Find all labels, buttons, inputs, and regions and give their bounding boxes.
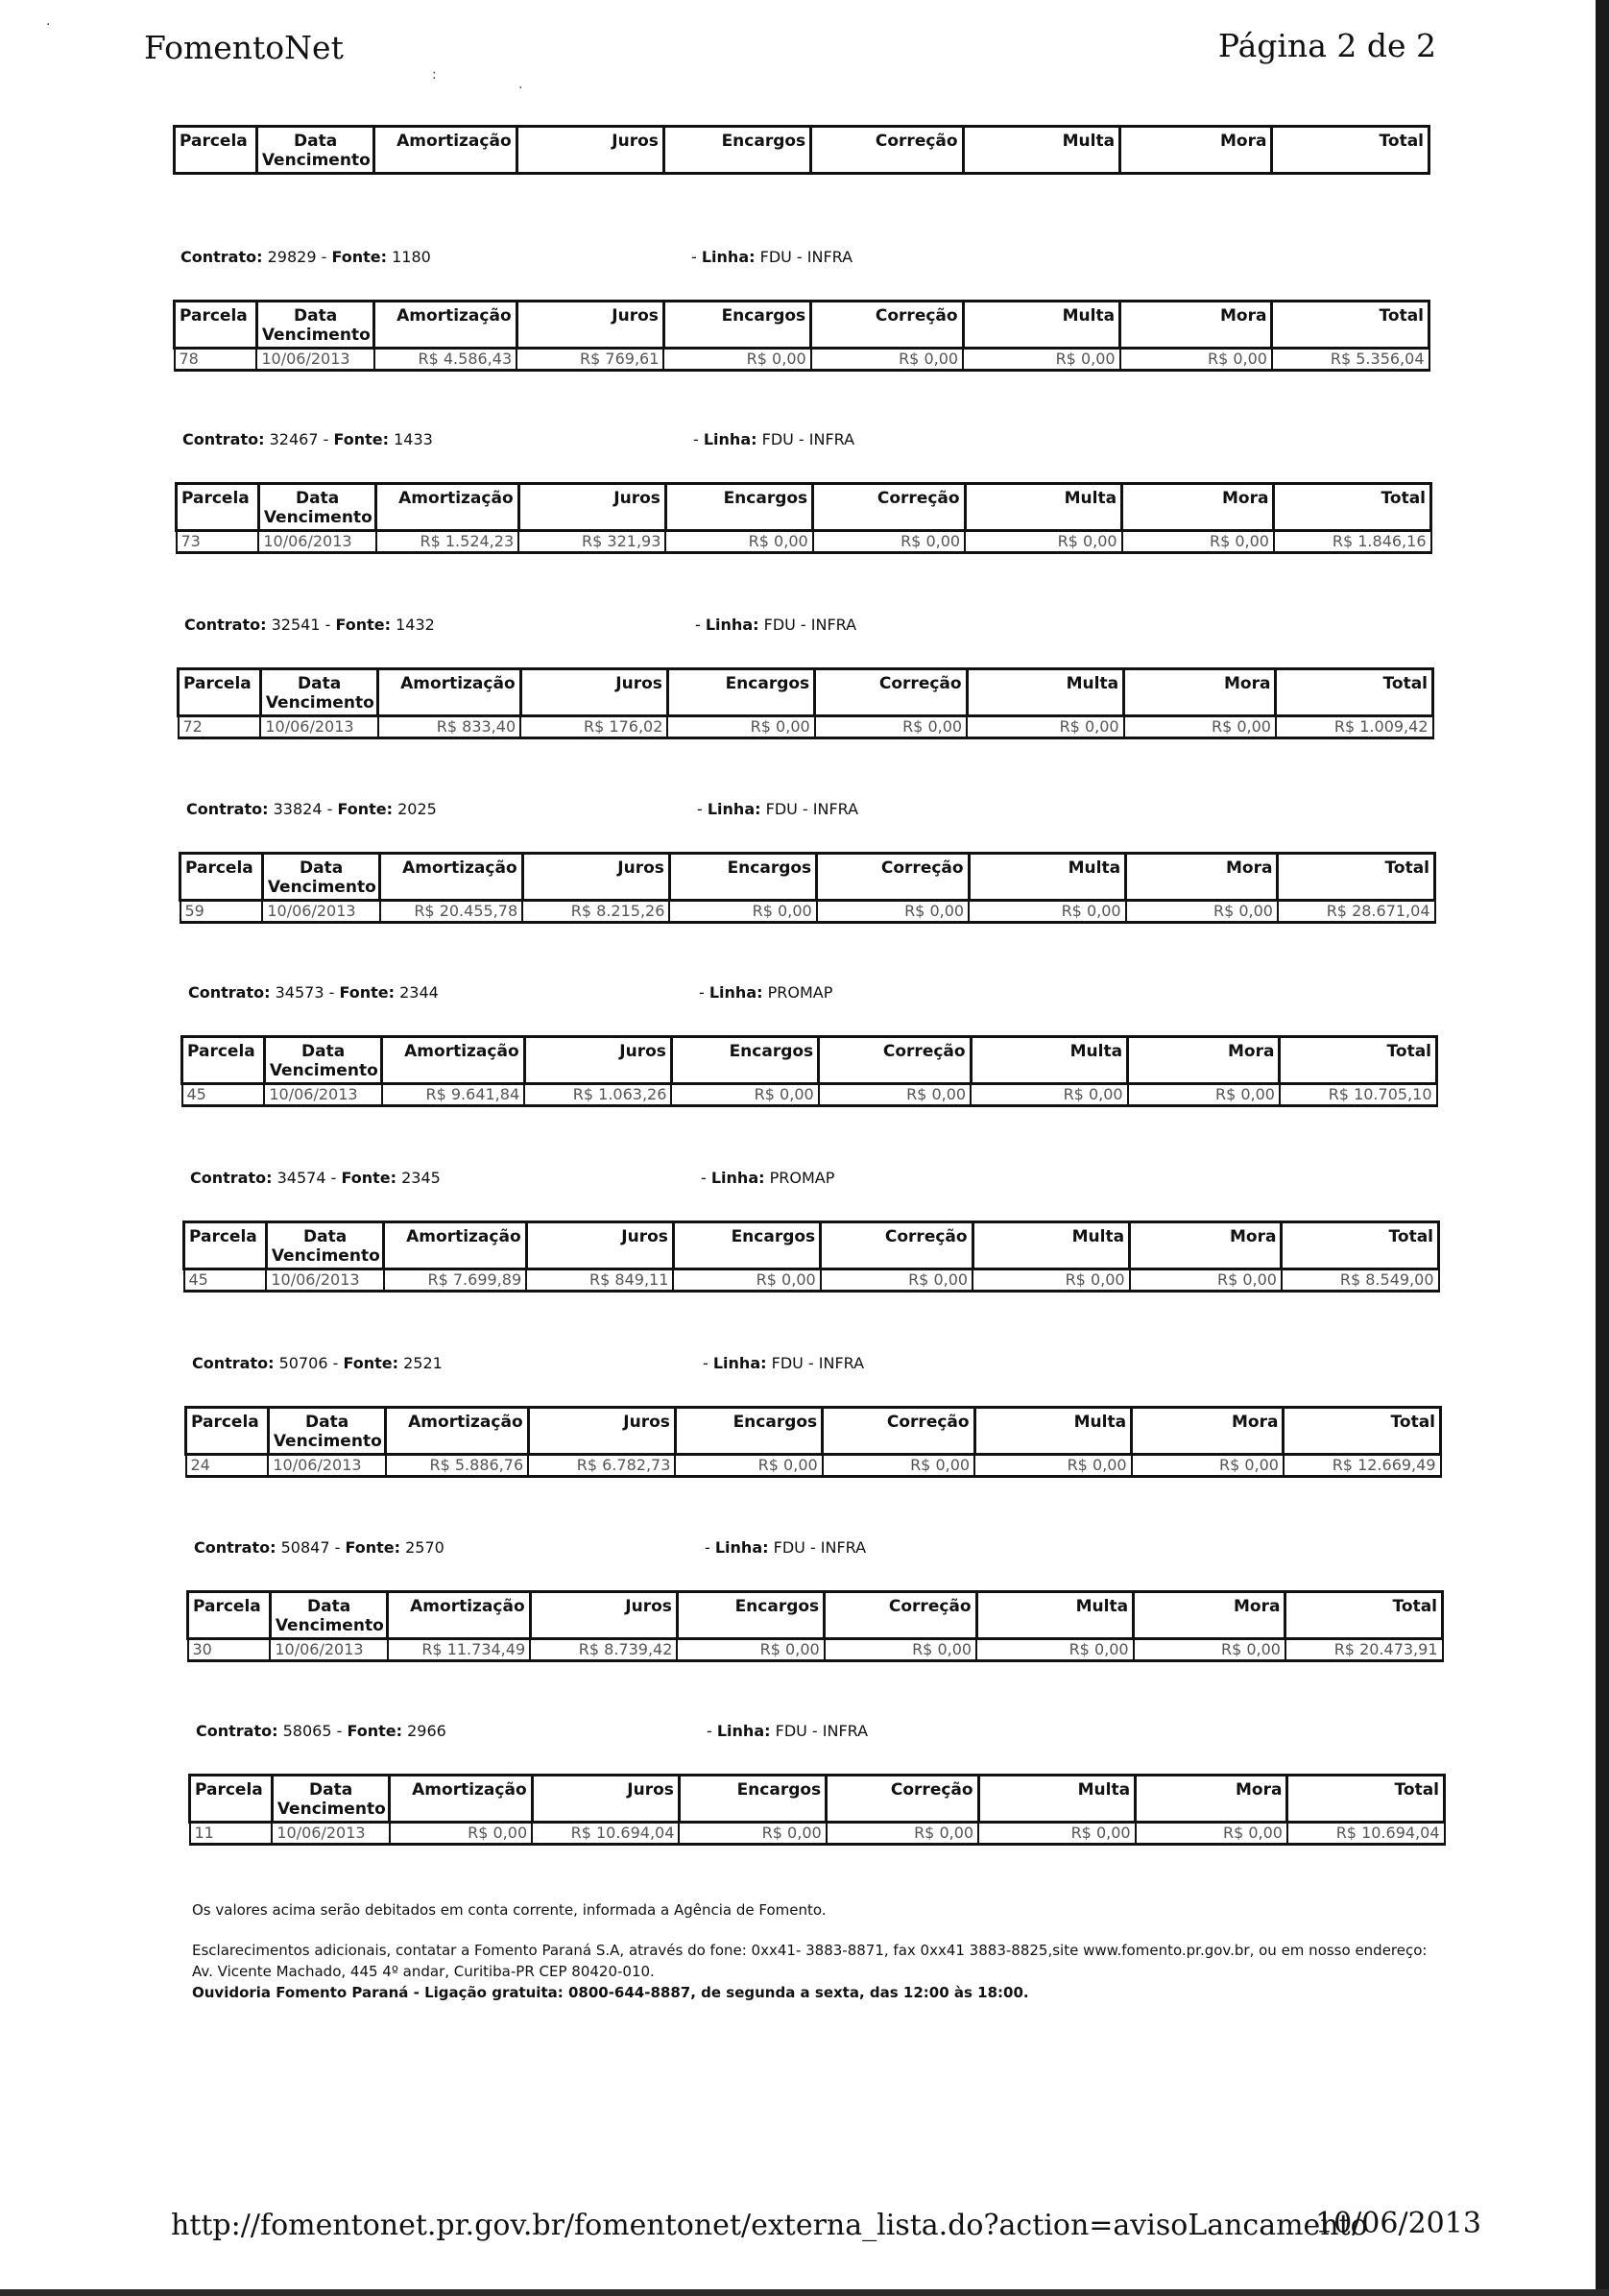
col-parcela: Parcela (188, 1592, 271, 1639)
cell-parcela: 11 (190, 1823, 273, 1845)
contract-section (177, 616, 1453, 739)
cell-juros: R$ 8.739,42 (530, 1639, 677, 1661)
cell-encargos: R$ 0,00 (679, 1823, 826, 1845)
col-data-vencimento: Data Vencimento (262, 854, 380, 901)
col-mora: Mora (1128, 1037, 1280, 1084)
col-juros: Juros (516, 127, 663, 174)
installment-table (177, 667, 1434, 739)
fonte-number: 2966 (407, 1722, 446, 1740)
cell-multa: R$ 0,00 (963, 349, 1120, 371)
cell-total: R$ 20.473,91 (1285, 1639, 1443, 1661)
cell-data-vencimento: 10/06/2013 (260, 716, 378, 738)
contract-info: Contrato: 34573 - Fonte: 2344 (188, 983, 439, 1002)
linha-info: - Linha: FDU - INFRA (707, 1722, 869, 1740)
fonte-number: 1180 (392, 248, 431, 266)
col-multa: Multa (973, 1222, 1130, 1269)
cell-total: R$ 12.669,49 (1284, 1455, 1441, 1477)
col-amortizacao: Amortização (388, 1592, 530, 1639)
table-row (177, 531, 1431, 553)
col-mora: Mora (1124, 669, 1276, 716)
cell-parcela: 72 (179, 716, 261, 738)
col-amortizacao: Amortização (380, 854, 522, 901)
contract-number: 50847 (280, 1538, 330, 1557)
cell-data-vencimento: 10/06/2013 (266, 1269, 384, 1292)
cell-amortizacao: R$ 5.886,76 (386, 1455, 528, 1477)
linha-info: - Linha: FDU - INFRA (703, 1354, 865, 1372)
col-amortizacao: Amortização (378, 669, 520, 716)
cell-parcela: 24 (186, 1455, 269, 1477)
col-mora: Mora (1136, 1776, 1287, 1823)
col-correcao: Correção (823, 1408, 974, 1455)
col-juros: Juros (520, 669, 667, 716)
cell-encargos: R$ 0,00 (667, 716, 814, 738)
col-multa: Multa (971, 1037, 1128, 1084)
col-amortizacao: Amortização (384, 1222, 526, 1269)
col-total: Total (1272, 302, 1429, 349)
cell-correcao: R$ 0,00 (813, 531, 965, 553)
contract-line (179, 800, 1455, 827)
installment-table (180, 1035, 1438, 1107)
cell-encargos: R$ 0,00 (677, 1639, 824, 1661)
cell-correcao: R$ 0,00 (821, 1269, 973, 1292)
linha-value: FDU - INFRA (759, 248, 853, 266)
col-parcela: Parcela (175, 127, 257, 174)
cell-mora: R$ 0,00 (1120, 349, 1272, 371)
cell-juros: R$ 8.215,26 (522, 901, 669, 923)
linha-value: FDU - INFRA (763, 616, 857, 634)
col-juros: Juros (516, 302, 663, 349)
col-correcao: Correção (811, 127, 963, 174)
cell-encargos: R$ 0,00 (675, 1455, 822, 1477)
scan-bottom-edge (0, 2289, 1609, 2296)
contract-info: Contrato: 32467 - Fonte: 1433 (182, 430, 433, 448)
col-encargos: Encargos (675, 1408, 822, 1455)
col-amortizacao: Amortização (382, 1037, 524, 1084)
col-data-vencimento: Data Vencimento (256, 302, 374, 349)
col-correcao: Correção (827, 1776, 978, 1823)
col-total: Total (1280, 1037, 1437, 1084)
cell-amortizacao: R$ 7.699,89 (384, 1269, 526, 1292)
contract-line (177, 616, 1453, 642)
col-juros: Juros (524, 1037, 671, 1084)
col-parcela: Parcela (184, 1222, 267, 1269)
col-amortizacao: Amortização (386, 1408, 528, 1455)
contract-info: Contrato: 32541 - Fonte: 1432 (184, 616, 435, 634)
contract-section (180, 983, 1457, 1107)
cell-data-vencimento: 10/06/2013 (258, 531, 376, 553)
cell-multa: R$ 0,00 (965, 531, 1122, 553)
contract-line (188, 1722, 1465, 1749)
top-header-table (173, 125, 1450, 175)
col-juros: Juros (528, 1408, 675, 1455)
col-mora: Mora (1134, 1592, 1285, 1639)
contract-info: Contrato: 50847 - Fonte: 2570 (194, 1538, 444, 1557)
col-amortizacao: Amortização (374, 302, 516, 349)
cell-multa: R$ 0,00 (974, 1455, 1132, 1477)
cell-amortizacao: R$ 833,40 (378, 716, 520, 738)
contract-number: 33824 (273, 800, 323, 818)
installment-table (173, 300, 1430, 372)
col-encargos: Encargos (677, 1592, 824, 1639)
fonte-number: 2345 (401, 1169, 441, 1187)
col-total: Total (1274, 484, 1431, 531)
cell-juros: R$ 321,93 (518, 531, 665, 553)
cell-multa: R$ 0,00 (969, 901, 1126, 923)
linha-info: - Linha: FDU - INFRA (693, 430, 855, 448)
cell-total: R$ 1.846,16 (1274, 531, 1431, 553)
contract-line (184, 1354, 1461, 1381)
cell-juros: R$ 849,11 (526, 1269, 673, 1292)
col-amortizacao: Amortização (390, 1776, 532, 1823)
cell-total: R$ 8.549,00 (1282, 1269, 1439, 1292)
cell-mora: R$ 0,00 (1126, 901, 1278, 923)
contract-section (179, 800, 1455, 924)
linha-info: - Linha: FDU - INFRA (691, 248, 853, 266)
footer-notes (192, 1899, 1440, 2022)
linha-value: FDU - INFRA (761, 430, 855, 448)
col-encargos: Encargos (679, 1776, 826, 1823)
cell-mora: R$ 0,00 (1136, 1823, 1287, 1845)
col-multa: Multa (963, 127, 1120, 174)
col-multa: Multa (967, 669, 1124, 716)
cell-amortizacao: R$ 0,00 (390, 1823, 532, 1845)
col-amortizacao: Amortização (376, 484, 518, 531)
installment-table (179, 852, 1436, 924)
col-juros: Juros (530, 1592, 677, 1639)
linha-value: PROMAP (769, 1169, 835, 1187)
cell-encargos: R$ 0,00 (665, 531, 812, 553)
cell-correcao: R$ 0,00 (823, 1455, 974, 1477)
col-parcela: Parcela (186, 1408, 269, 1455)
cell-total: R$ 10.705,10 (1280, 1084, 1437, 1106)
cell-parcela: 78 (175, 349, 257, 371)
scan-speck: : (432, 67, 437, 83)
linha-value: FDU - INFRA (775, 1722, 869, 1740)
footer-ouvidoria: Ouvidoria Fomento Paraná - Ligação gratuita: 0800-644-8887, de segunda a sexta, das 12:00 às 18:00. (192, 1984, 1029, 2001)
scan-speck: · (46, 17, 51, 33)
col-correcao: Correção (815, 669, 967, 716)
cell-parcela: 73 (177, 531, 259, 553)
cell-parcela: 45 (184, 1269, 267, 1292)
col-total: Total (1287, 1776, 1445, 1823)
linha-info: - Linha: PROMAP (701, 1169, 835, 1187)
cell-data-vencimento: 10/06/2013 (264, 1084, 382, 1106)
col-correcao: Correção (825, 1592, 976, 1639)
cell-encargos: R$ 0,00 (663, 349, 810, 371)
print-url: http://fomentonet.pr.gov.br/fomentonet/externa_lista.do?action=avisoLancamento (171, 2209, 1368, 2242)
cell-total: R$ 5.356,04 (1272, 349, 1429, 371)
col-juros: Juros (532, 1776, 679, 1823)
col-total: Total (1278, 854, 1435, 901)
print-date: 10/06/2013 (1315, 2207, 1481, 2240)
cell-multa: R$ 0,00 (971, 1084, 1128, 1106)
cell-correcao: R$ 0,00 (825, 1639, 976, 1661)
col-parcela: Parcela (175, 302, 257, 349)
cell-parcela: 45 (182, 1084, 265, 1106)
col-juros: Juros (526, 1222, 673, 1269)
table-row (182, 1084, 1437, 1106)
col-data-vencimento: Data Vencimento (268, 1408, 386, 1455)
col-total: Total (1282, 1222, 1439, 1269)
cell-correcao: R$ 0,00 (819, 1084, 971, 1106)
cell-data-vencimento: 10/06/2013 (270, 1639, 388, 1661)
cell-multa: R$ 0,00 (973, 1269, 1130, 1292)
contract-section (175, 430, 1452, 554)
cell-amortizacao: R$ 4.586,43 (374, 349, 516, 371)
col-encargos: Encargos (673, 1222, 820, 1269)
cell-mora: R$ 0,00 (1132, 1455, 1284, 1477)
contract-line (186, 1538, 1463, 1565)
cell-parcela: 30 (188, 1639, 271, 1661)
contract-number: 34573 (275, 983, 324, 1002)
cell-correcao: R$ 0,00 (817, 901, 969, 923)
col-encargos: Encargos (665, 484, 812, 531)
contract-section (188, 1722, 1465, 1846)
fonte-number: 2025 (397, 800, 437, 818)
cell-parcela: 59 (180, 901, 263, 923)
col-mora: Mora (1120, 127, 1272, 174)
site-title: FomentoNet (144, 29, 344, 66)
col-correcao: Correção (811, 302, 963, 349)
cell-multa: R$ 0,00 (978, 1823, 1136, 1845)
table-row (190, 1823, 1445, 1845)
col-total: Total (1284, 1408, 1441, 1455)
contract-section (186, 1538, 1463, 1662)
cell-juros: R$ 1.063,26 (524, 1084, 671, 1106)
cell-correcao: R$ 0,00 (811, 349, 963, 371)
cell-multa: R$ 0,00 (967, 716, 1124, 738)
col-data-vencimento: Data Vencimento (272, 1776, 390, 1823)
fonte-number: 2570 (405, 1538, 444, 1557)
col-parcela: Parcela (182, 1037, 265, 1084)
contract-section (182, 1169, 1459, 1293)
col-multa: Multa (969, 854, 1126, 901)
cell-total: R$ 28.671,04 (1278, 901, 1435, 923)
cell-amortizacao: R$ 1.524,23 (376, 531, 518, 553)
cell-data-vencimento: 10/06/2013 (268, 1455, 386, 1477)
col-multa: Multa (976, 1592, 1134, 1639)
installment-table (186, 1590, 1444, 1662)
col-data-vencimento: Data Vencimento (258, 484, 376, 531)
contract-section (184, 1354, 1461, 1478)
table-row (180, 901, 1435, 923)
contract-line (180, 983, 1457, 1010)
cell-mora: R$ 0,00 (1128, 1084, 1280, 1106)
col-data-vencimento: Data Vencimento (266, 1222, 384, 1269)
contract-info: Contrato: 34574 - Fonte: 2345 (190, 1169, 441, 1187)
contract-info: Contrato: 58065 - Fonte: 2966 (196, 1722, 446, 1740)
table-row (175, 349, 1429, 371)
cell-mora: R$ 0,00 (1134, 1639, 1285, 1661)
col-parcela: Parcela (180, 854, 263, 901)
contract-line (182, 1169, 1459, 1196)
col-data-vencimento: Data Vencimento (260, 669, 378, 716)
cell-amortizacao: R$ 11.734,49 (388, 1639, 530, 1661)
col-encargos: Encargos (671, 1037, 818, 1084)
scan-speck: · (518, 81, 523, 96)
cell-encargos: R$ 0,00 (669, 901, 816, 923)
col-parcela: Parcela (177, 484, 259, 531)
installment-table (188, 1774, 1446, 1846)
cell-mora: R$ 0,00 (1130, 1269, 1282, 1292)
col-correcao: Correção (813, 484, 965, 531)
col-multa: Multa (974, 1408, 1132, 1455)
fonte-number: 1433 (394, 430, 433, 448)
cell-encargos: R$ 0,00 (673, 1269, 820, 1292)
contract-info: Contrato: 29829 - Fonte: 1180 (180, 248, 431, 266)
cell-amortizacao: R$ 20.455,78 (380, 901, 522, 923)
col-encargos: Encargos (667, 669, 814, 716)
linha-value: FDU - INFRA (765, 800, 859, 818)
col-mora: Mora (1122, 484, 1274, 531)
linha-info: - Linha: FDU - INFRA (695, 616, 857, 634)
cell-correcao: R$ 0,00 (827, 1823, 978, 1845)
cell-multa: R$ 0,00 (976, 1639, 1134, 1661)
col-mora: Mora (1126, 854, 1278, 901)
installment-table (182, 1221, 1440, 1293)
table-row (179, 716, 1433, 738)
table-row (184, 1269, 1439, 1292)
col-parcela: Parcela (179, 669, 261, 716)
cell-juros: R$ 6.782,73 (528, 1455, 675, 1477)
col-correcao: Correção (817, 854, 969, 901)
col-total: Total (1272, 127, 1429, 174)
col-mora: Mora (1132, 1408, 1284, 1455)
page-number: Página 2 de 2 (1217, 27, 1436, 64)
cell-total: R$ 10.694,04 (1287, 1823, 1445, 1845)
col-total: Total (1285, 1592, 1443, 1639)
linha-info: - Linha: FDU - INFRA (705, 1538, 867, 1557)
contract-line (175, 430, 1452, 457)
cell-mora: R$ 0,00 (1124, 716, 1276, 738)
linha-info: - Linha: FDU - INFRA (697, 800, 859, 818)
fonte-number: 2521 (403, 1354, 443, 1372)
contract-info: Contrato: 33824 - Fonte: 2025 (186, 800, 437, 818)
footer-info: Esclarecimentos adicionais, contatar a Fomento Paraná S.A, através do fone: 0xx41- 3883-8871, fax 0xx41 3883-8825,site www.fomento.pr.gov.br, ou em nosso endereço: Av. Vicente Machado, 445 4º andar, Curitiba-PR CEP 80420-010. (192, 1942, 1428, 1980)
cell-data-vencimento: 10/06/2013 (256, 349, 374, 371)
cell-correcao: R$ 0,00 (815, 716, 967, 738)
col-juros: Juros (522, 854, 669, 901)
scan-edge (1596, 0, 1609, 2296)
col-data-vencimento: Data Vencimento (256, 127, 374, 174)
fonte-number: 1432 (396, 616, 435, 634)
col-total: Total (1276, 669, 1433, 716)
table-row (188, 1639, 1443, 1661)
footer-note: Os valores acima serão debitados em conta corrente, informada a Agência de Fomento. (192, 1901, 827, 1919)
fonte-number: 2344 (399, 983, 439, 1002)
col-multa: Multa (963, 302, 1120, 349)
col-multa: Multa (965, 484, 1122, 531)
col-multa: Multa (978, 1776, 1136, 1823)
cell-juros: R$ 769,61 (516, 349, 663, 371)
col-encargos: Encargos (669, 854, 816, 901)
col-encargos: Encargos (663, 302, 810, 349)
contract-number: 50706 (278, 1354, 328, 1372)
cell-amortizacao: R$ 9.641,84 (382, 1084, 524, 1106)
linha-value: PROMAP (767, 983, 833, 1002)
linha-value: FDU - INFRA (773, 1538, 867, 1557)
installment-table (184, 1406, 1442, 1478)
cell-encargos: R$ 0,00 (671, 1084, 818, 1106)
col-juros: Juros (518, 484, 665, 531)
col-mora: Mora (1120, 302, 1272, 349)
col-correcao: Correção (821, 1222, 973, 1269)
contract-info: Contrato: 50706 - Fonte: 2521 (192, 1354, 443, 1372)
col-data-vencimento: Data Vencimento (270, 1592, 388, 1639)
table-row (186, 1455, 1441, 1477)
linha-info: - Linha: PROMAP (699, 983, 833, 1002)
contract-number: 58065 (282, 1722, 332, 1740)
contract-number: 29829 (267, 248, 317, 266)
col-encargos: Encargos (663, 127, 810, 174)
contract-line (173, 248, 1450, 275)
col-parcela: Parcela (190, 1776, 273, 1823)
col-mora: Mora (1130, 1222, 1282, 1269)
linha-value: FDU - INFRA (771, 1354, 865, 1372)
cell-juros: R$ 10.694,04 (532, 1823, 679, 1845)
cell-mora: R$ 0,00 (1122, 531, 1274, 553)
cell-data-vencimento: 10/06/2013 (262, 901, 380, 923)
contract-number: 32467 (269, 430, 319, 448)
cell-total: R$ 1.009,42 (1276, 716, 1433, 738)
cell-data-vencimento: 10/06/2013 (272, 1823, 390, 1845)
col-amortizacao: Amortização (374, 127, 516, 174)
contract-section (173, 248, 1450, 372)
col-correcao: Correção (819, 1037, 971, 1084)
col-data-vencimento: Data Vencimento (264, 1037, 382, 1084)
cell-juros: R$ 176,02 (520, 716, 667, 738)
installment-table (175, 482, 1432, 554)
contract-number: 32541 (271, 616, 321, 634)
contract-number: 34574 (276, 1169, 326, 1187)
